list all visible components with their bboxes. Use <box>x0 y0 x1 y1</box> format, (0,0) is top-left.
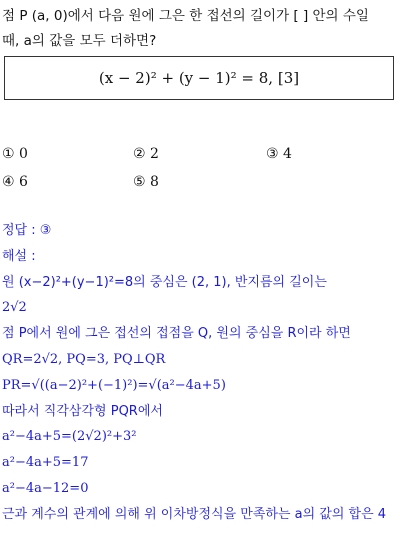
choice-1-value: 0 <box>19 146 28 162</box>
choice-2-number: ② <box>133 146 146 162</box>
solution-line-7: a²−4a+5=(2√2)²+3² <box>2 429 137 445</box>
solution-heading: 해설 : <box>2 248 36 264</box>
choice-2-value: 2 <box>150 146 159 162</box>
equation-box <box>4 56 394 100</box>
solution-line-5: PR=√((a−2)²+(−1)²)=√(a²−4a+5) <box>2 377 226 393</box>
choice-1-number: ① <box>2 146 15 162</box>
choice-5-value: 8 <box>150 174 159 190</box>
choice-1[interactable] <box>2 146 28 162</box>
solution-line-8: a²−4a+5=17 <box>2 455 89 471</box>
answer-choices <box>2 146 398 202</box>
solution-line-10: 근과 계수의 관계에 의해 위 이차방정식을 만족하는 a의 값의 합은 4 <box>2 506 387 522</box>
solution-line-9: a²−4a−12=0 <box>2 480 89 496</box>
question-text <box>2 4 398 54</box>
choice-3[interactable] <box>266 146 292 162</box>
solution-line-3: 점 P에서 원에 그은 접선의 접점을 Q, 원의 중심을 R이라 하면 <box>2 326 351 342</box>
solution-line-2: 2√2 <box>2 300 27 316</box>
choice-3-value: 4 <box>283 146 292 162</box>
choice-5-number: ⑤ <box>133 174 146 190</box>
answer-line: 정답 : ③ <box>2 223 52 238</box>
solution-line-1: 원 (x−2)²+(y−1)²=8의 중심은 (2, 1), 반지름의 길이는 <box>2 274 327 290</box>
solution-line-6: 따라서 직각삼각형 PQR에서 <box>2 403 163 419</box>
choice-row-1 <box>2 146 398 174</box>
solution-line-4: QR=2√2, PQ=3, PQ⊥QR <box>2 351 166 367</box>
choice-4[interactable] <box>2 174 28 190</box>
choice-5[interactable] <box>133 174 159 190</box>
question-line-2: 때, a의 값을 모두 더하면? <box>2 33 157 49</box>
choice-row-2 <box>2 174 398 202</box>
choice-2[interactable] <box>133 146 159 162</box>
choice-3-number: ③ <box>266 146 279 162</box>
equation-text: (x − 2)² + (y − 1)² = 8, [3] <box>98 69 300 87</box>
choice-4-value: 6 <box>19 174 28 190</box>
question-line-1: 점 P (a, 0)에서 다음 원에 그은 한 접선의 길이가 [ ] 안의 수일 <box>2 8 369 24</box>
solution-section <box>2 218 400 528</box>
choice-4-number: ④ <box>2 174 15 190</box>
